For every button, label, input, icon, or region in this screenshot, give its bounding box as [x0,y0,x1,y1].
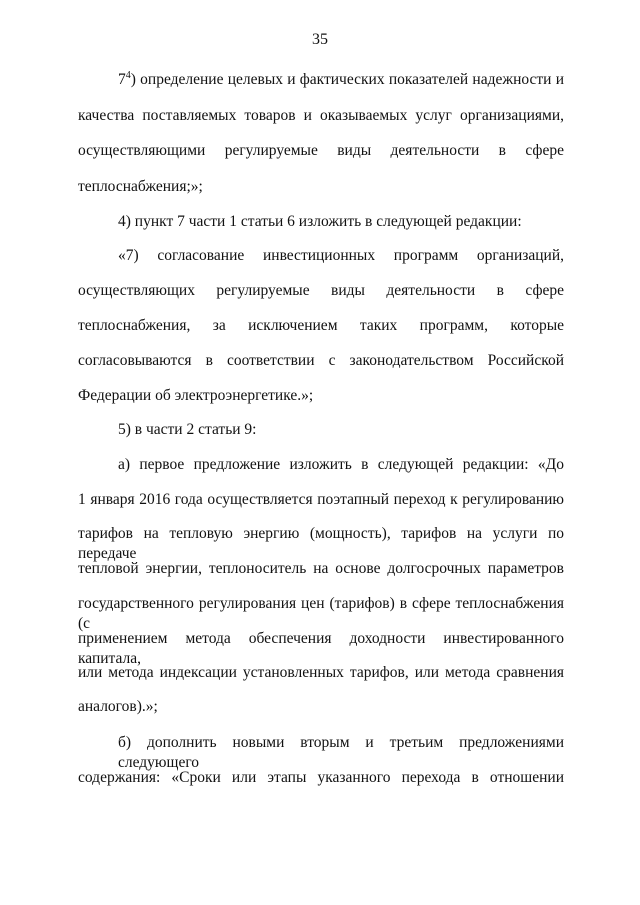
text-line-8: теплоснабжения, за исключением таких программ, которые [78,317,564,334]
text-line-17: применением метода обеспечения доходности инвестированного капитала, [78,630,564,667]
text-line-15: тепловой энергии, теплоноситель на основе долгосрочных параметров [78,560,564,577]
text-line-6: «7) согласование инвестиционных программ организаций, [118,247,564,264]
text-line-14: тарифов на тепловую энергию (мощность), тарифов на услуги по передаче [78,525,564,562]
item-number-superscript: 4 [125,69,131,81]
text-line-16: государственного регулирования цен (тарифов) в сфере теплоснабжения (с [78,595,564,632]
text-line-21: содержания: «Сроки или этапы указанного перехода в отношении [78,769,564,786]
page-number: 35 [312,31,328,48]
text-line-12: а) первое предложение изложить в следующей редакции: «До [118,456,564,473]
text-line-10: Федерации об электроэнергетике.»; [78,387,314,404]
text-line-1-content: ) определение целевых и фактических показателей надежности и [130,71,564,88]
text-line-7: осуществляющих регулируемые виды деятельности в сфере [78,282,564,299]
text-line-5: 4) пункт 7 части 1 статьи 6 изложить в следующей редакции: [118,213,522,230]
text-line-20: б) дополнить новыми вторым и третьим предложениями следующего [118,734,564,771]
text-line-13: 1 января 2016 года осуществляется поэтапный переход к регулированию [78,491,564,508]
text-line-9: согласовываются в соответствии с законодательством Российской [78,352,564,369]
text-line-18: или метода индексации установленных тарифов, или метода сравнения [78,664,564,681]
text-line-1 [118,70,564,90]
text-line-3: осуществляющими регулируемые виды деятельности в сфере [78,142,564,159]
item-number: 7 [118,71,126,88]
text-line-19: аналогов).»; [78,698,158,715]
text-line-11: 5) в части 2 статьи 9: [118,421,257,438]
text-line-4: теплоснабжения;»; [78,178,203,195]
text-line-2: качества поставляемых товаров и оказываемых услуг организациями, [78,107,564,124]
